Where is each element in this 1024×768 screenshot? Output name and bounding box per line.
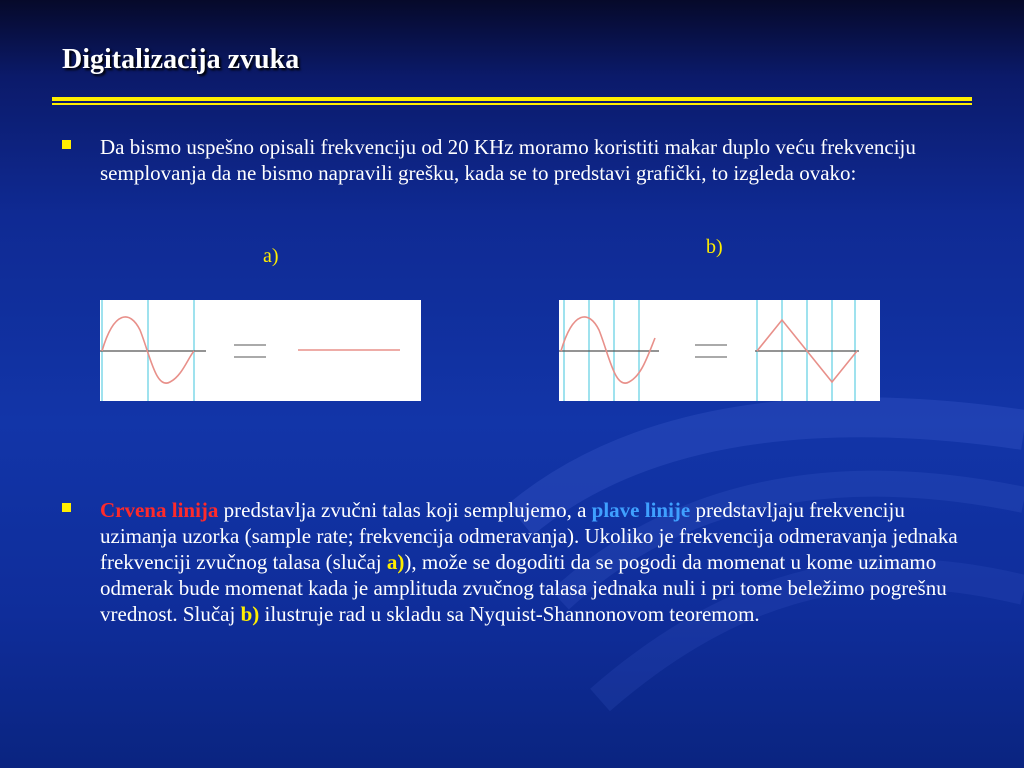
case-b-ref: b) bbox=[240, 602, 260, 626]
bullet2-part3: ), može se dogoditi da se pogodi da momenat u kome uzimamo odmerak bude momenat kada je amplituda zvučnog talasa jednaka nuli i pri tome beležimo pogrešnu vrednost. Slučaj bbox=[100, 550, 947, 626]
bullet-text-2 bbox=[100, 497, 960, 627]
bullet-text-1: Da bismo uspešno opisali frekvenciju od 20 KHz moramo koristiti makar duplo veću frekvenciju semplovanja da ne bismo napravili grešku, kada se to predstavi grafički, to izgleda ovako: bbox=[100, 135, 916, 185]
page-title: Digitalizacija zvuka bbox=[62, 44, 300, 75]
figure-label-b: b) bbox=[706, 236, 723, 258]
case-a-ref: a) bbox=[386, 550, 405, 574]
figure-a bbox=[100, 300, 421, 401]
title-underline bbox=[52, 97, 972, 101]
blue-lines-term: plave linije bbox=[591, 498, 691, 522]
bullet-item-1 bbox=[62, 134, 962, 186]
bullet-item-2 bbox=[62, 497, 962, 627]
figure-label-a: a) bbox=[263, 245, 279, 267]
bullet2-part4: ilustruje rad u skladu sa Nyquist-Shannonovom teoremom. bbox=[259, 602, 760, 626]
bullet2-part1: predstavlja zvučni talas koji semplujemo, a bbox=[218, 498, 592, 522]
red-line-term: Crvena linija bbox=[100, 498, 219, 522]
bullet2-part2: predstavljaju frekvenciju uzimanja uzorka (sample rate; frekvencija odmeravanja). Ukoliko je frekvencija odmeravanja jednaka frekvenciji zvučnog talasa (slučaj bbox=[100, 498, 958, 574]
square-bullet-icon bbox=[62, 140, 71, 149]
figure-b bbox=[559, 300, 880, 401]
sound-wave bbox=[561, 317, 655, 383]
square-bullet-icon bbox=[62, 503, 71, 512]
title-underline-thin bbox=[52, 103, 972, 105]
